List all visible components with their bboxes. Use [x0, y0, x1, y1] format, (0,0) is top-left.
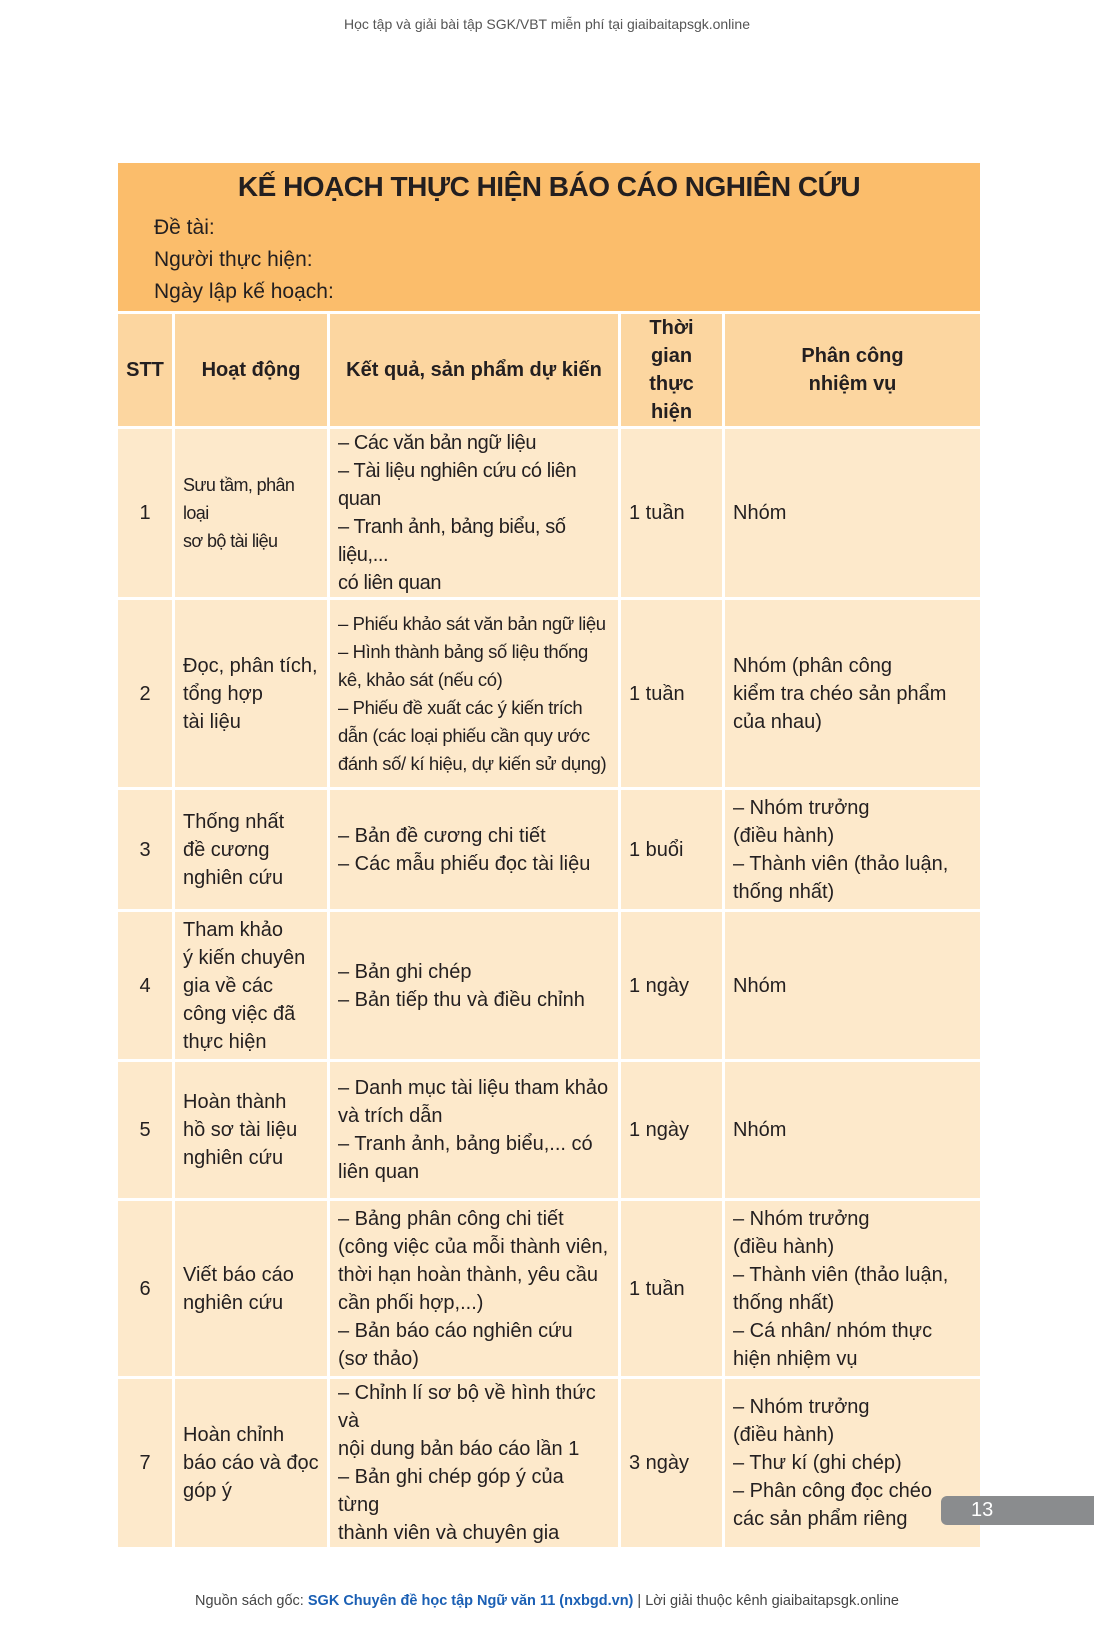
result-line: – Hình thành bảng số liệu thống	[338, 640, 588, 662]
meta-topic: Đề tài:	[154, 216, 215, 239]
row-time: 1 buổi	[620, 789, 724, 911]
header-assign	[724, 313, 982, 428]
header-assign-line: nhiệm vụ	[808, 373, 897, 395]
result-line: – Tranh ảnh, bảng biểu,... có	[338, 1133, 593, 1155]
row-activity	[174, 428, 329, 599]
row-activity	[174, 599, 329, 789]
result-line: (sơ thảo)	[338, 1347, 419, 1370]
result-line: thời hạn hoàn thành, yêu cầu	[338, 1263, 598, 1286]
row-activity	[174, 1378, 329, 1549]
activity-line: Đọc, phân tích,	[183, 654, 318, 677]
result-line: – Bản ghi chép	[338, 960, 472, 983]
result-line: dẫn (các loại phiếu cần quy ước	[338, 724, 590, 746]
activity-line: Thống nhất	[183, 810, 285, 833]
result-line: kê, khảo sát (nếu có)	[338, 668, 503, 690]
activity-line: nghiên cứu	[183, 1291, 284, 1314]
row-time: 1 tuần	[620, 428, 724, 599]
header-time-line: Thời gian	[649, 317, 694, 367]
assign-line: – Cá nhân/ nhóm thực	[733, 1319, 933, 1342]
assign-line: Nhóm	[733, 502, 787, 524]
activity-line: báo cáo và đọc	[183, 1452, 319, 1474]
row-result	[329, 599, 620, 789]
meta-performer: Người thực hiện:	[154, 248, 313, 271]
row-activity	[174, 789, 329, 911]
result-line: nội dung bản báo cáo lần 1	[338, 1438, 580, 1460]
activity-line: ý kiến chuyên	[183, 946, 306, 969]
footer-source-link[interactable]: SGK Chuyên đề học tập Ngữ văn 11 (nxbgd.vn)	[307, 1593, 634, 1609]
table-row	[117, 1061, 982, 1200]
assign-line: của nhau)	[733, 710, 822, 733]
assign-line: – Nhóm trưởng	[733, 796, 870, 819]
footer-suffix: | Lời giải thuộc kênh giaibaitapsgk.online	[633, 1593, 899, 1609]
row-stt: 1	[117, 428, 174, 599]
assign-line: – Thành viên (thảo luận,	[733, 1263, 949, 1286]
row-time: 1 tuần	[620, 599, 724, 789]
page-number: 13	[941, 1496, 1094, 1525]
activity-line: Hoàn thành	[183, 1091, 287, 1113]
activity-line: sơ bộ tài liệu	[183, 531, 278, 551]
table-row	[117, 911, 982, 1061]
row-result	[329, 428, 620, 599]
header-activity: Hoạt động	[174, 313, 329, 428]
row-stt: 6	[117, 1200, 174, 1378]
assign-line: kiểm tra chéo sản phẩm	[733, 682, 947, 705]
row-assign	[724, 1200, 982, 1378]
footer-prefix: Nguồn sách gốc:	[195, 1593, 308, 1609]
activity-line: góp ý	[183, 1480, 232, 1502]
row-result	[329, 1200, 620, 1378]
result-line: có liên quan	[338, 572, 442, 594]
meta-plan-date: Ngày lập kế hoạch:	[154, 280, 334, 303]
result-line: liên quan	[338, 1161, 420, 1183]
result-line: (công việc của mỗi thành viên,	[338, 1235, 609, 1258]
assign-line: Nhóm	[733, 974, 787, 997]
table-row	[117, 599, 982, 789]
table-header-row	[117, 313, 982, 428]
top-note: Học tập và giải bài tập SGK/VBT miễn phí tại giaibaitapsgk.online	[344, 16, 750, 32]
row-stt: 3	[117, 789, 174, 911]
row-stt: 7	[117, 1378, 174, 1549]
row-result	[329, 789, 620, 911]
table-row	[117, 1378, 982, 1549]
assign-line: (điều hành)	[733, 1424, 835, 1446]
assign-line: các sản phẩm riêng	[733, 1508, 908, 1530]
row-assign	[724, 428, 982, 599]
row-time: 1 ngày	[620, 1061, 724, 1200]
header-stt: STT	[117, 313, 174, 428]
result-line: – Các văn bản ngữ liệu	[338, 432, 537, 454]
assign-line: thống nhất)	[733, 880, 835, 903]
header-assign-line: Phân công	[801, 345, 904, 367]
row-time: 1 tuần	[620, 1200, 724, 1378]
row-stt: 2	[117, 599, 174, 789]
header-result: Kết quả, sản phẩm dự kiến	[329, 313, 620, 428]
header-time	[620, 313, 724, 428]
row-assign	[724, 911, 982, 1061]
result-line: cần phối hợp,...)	[338, 1291, 484, 1314]
row-stt: 5	[117, 1061, 174, 1200]
activity-line: gia về các	[183, 974, 274, 997]
result-line: thành viên và chuyên gia	[338, 1522, 560, 1544]
assign-line: – Thư kí (ghi chép)	[733, 1452, 902, 1474]
assign-line: Nhóm	[733, 1119, 787, 1141]
row-result	[329, 1061, 620, 1200]
result-line: – Tài liệu nghiên cứu có liên quan	[338, 460, 577, 510]
assign-line: – Phân công đọc chéo	[733, 1480, 933, 1502]
result-line: đánh số/ kí hiệu, dự kiến sử dụng)	[338, 752, 607, 774]
footer	[0, 1593, 1094, 1609]
activity-line: công việc đã	[183, 1002, 296, 1025]
row-assign	[724, 599, 982, 789]
result-line: – Bản đề cương chi tiết	[338, 824, 546, 847]
result-line: – Chỉnh lí sơ bộ về hình thức và	[338, 1382, 596, 1432]
activity-line: hồ sơ tài liệu	[183, 1119, 298, 1141]
assign-line: – Nhóm trưởng	[733, 1396, 870, 1418]
assign-line: thống nhất)	[733, 1291, 835, 1314]
table-row	[117, 1200, 982, 1378]
activity-line: Viết báo cáo	[183, 1263, 294, 1286]
table-title-block	[117, 162, 982, 313]
result-line: – Phiếu đề xuất các ý kiến trích	[338, 696, 583, 718]
activity-line: nghiên cứu	[183, 866, 284, 889]
result-line: – Bản tiếp thu và điều chỉnh	[338, 988, 585, 1011]
result-line: – Bản báo cáo nghiên cứu	[338, 1319, 573, 1342]
row-stt: 4	[117, 911, 174, 1061]
table-row	[117, 789, 982, 911]
plan-table	[115, 160, 983, 1550]
result-line: – Bảng phân công chi tiết	[338, 1207, 564, 1230]
activity-line: đề cương	[183, 838, 270, 861]
activity-line: tổng hợp	[183, 682, 263, 705]
row-activity	[174, 1061, 329, 1200]
assign-line: (điều hành)	[733, 1235, 835, 1258]
activity-line: Hoàn chỉnh	[183, 1424, 285, 1446]
activity-line: Tham khảo	[183, 918, 284, 941]
row-time: 1 ngày	[620, 911, 724, 1061]
assign-line: – Nhóm trưởng	[733, 1207, 870, 1230]
result-line: – Tranh ảnh, bảng biểu, số liệu,...	[338, 516, 566, 566]
result-line: và trích dẫn	[338, 1105, 443, 1127]
result-line: – Phiếu khảo sát văn bản ngữ liệu	[338, 612, 606, 634]
row-time: 3 ngày	[620, 1378, 724, 1549]
row-assign	[724, 1061, 982, 1200]
result-line: – Bản ghi chép góp ý của từng	[338, 1466, 564, 1516]
table-title: KẾ HOẠCH THỰC HIỆN BÁO CÁO NGHIÊN CỨU	[237, 171, 861, 202]
activity-line: tài liệu	[183, 710, 241, 733]
activity-line: thực hiện	[183, 1030, 267, 1053]
activity-line: nghiên cứu	[183, 1147, 284, 1169]
activity-line: Sưu tầm, phân loại	[183, 475, 295, 523]
assign-line: hiện nhiệm vụ	[733, 1347, 858, 1370]
assign-line: – Thành viên (thảo luận,	[733, 852, 949, 875]
result-line: – Các mẫu phiếu đọc tài liệu	[338, 852, 591, 875]
row-activity	[174, 911, 329, 1061]
header-time-line: thực hiện	[649, 373, 694, 423]
result-line: – Danh mục tài liệu tham khảo	[338, 1077, 609, 1099]
row-result	[329, 1378, 620, 1549]
table-row	[117, 428, 982, 599]
row-assign	[724, 789, 982, 911]
assign-line: (điều hành)	[733, 824, 835, 847]
assign-line: Nhóm (phân công	[733, 654, 892, 677]
row-activity	[174, 1200, 329, 1378]
row-result	[329, 911, 620, 1061]
